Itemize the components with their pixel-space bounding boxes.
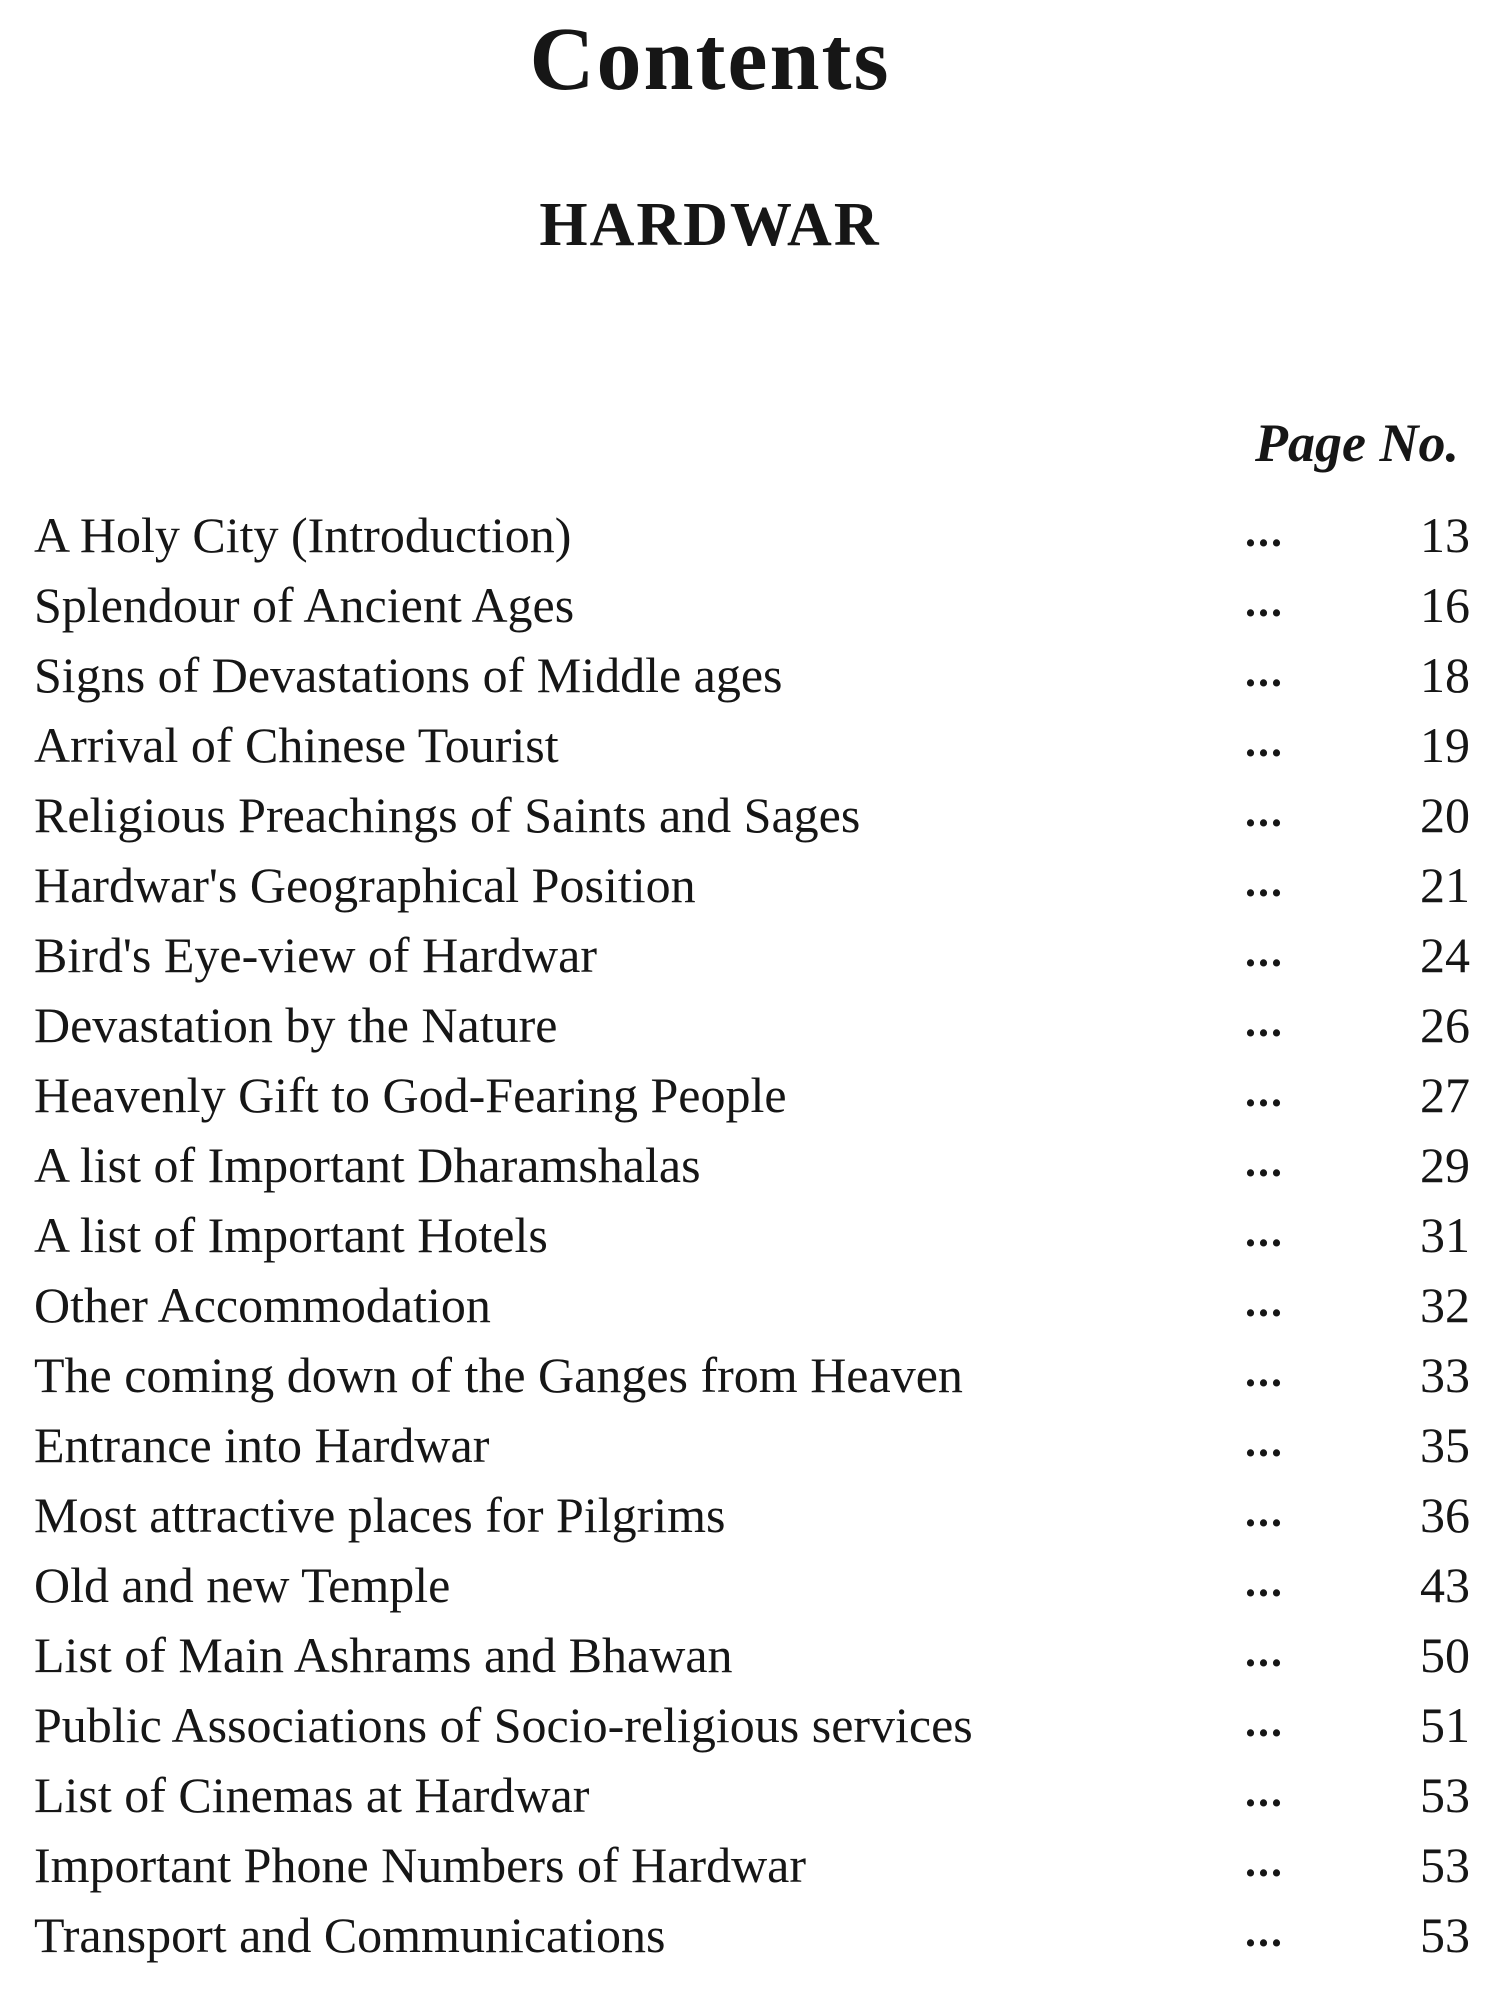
toc-entry-title: A list of Important Hotels [34,1207,548,1263]
toc-entry-page-number: 53 [1420,1767,1470,1823]
table-of-contents [0,500,1500,1970]
toc-entry-leader: ... [1245,1067,1284,1116]
toc-entry-leader: ... [1245,1627,1284,1676]
toc-entry-title: Heavenly Gift to God-Fearing People [34,1067,787,1123]
toc-entry-page-number: 50 [1420,1627,1470,1683]
toc-entry-page-number: 43 [1420,1557,1470,1613]
toc-entry-title: A Holy City (Introduction) [34,507,572,563]
toc-entry-leader: ... [1245,927,1284,976]
toc-entry[interactable] [0,850,1500,920]
toc-entry[interactable] [0,990,1500,1060]
toc-entry-page-number: 27 [1420,1067,1470,1123]
toc-entry-title: Entrance into Hardwar [34,1417,490,1473]
toc-entry-title: Transport and Communications [34,1907,666,1963]
toc-entry-leader: ... [1245,717,1284,766]
toc-entry[interactable] [0,640,1500,710]
toc-entry-page-number: 31 [1420,1207,1470,1263]
toc-entry-title: Devastation by the Nature [34,997,558,1053]
toc-entry[interactable] [0,500,1500,570]
toc-entry-title: Hardwar's Geographical Position [34,857,696,913]
toc-entry-page-number: 32 [1420,1277,1470,1333]
toc-entry[interactable] [0,920,1500,990]
toc-entry-title: Arrival of Chinese Tourist [34,717,559,773]
toc-entry[interactable] [0,710,1500,780]
toc-entry-page-number: 35 [1420,1417,1470,1473]
toc-entry[interactable] [0,1340,1500,1410]
toc-entry-title: Signs of Devastations of Middle ages [34,647,783,703]
toc-entry[interactable] [0,1130,1500,1200]
toc-entry[interactable] [0,780,1500,850]
toc-entry[interactable] [0,1690,1500,1760]
toc-entry-title: Public Associations of Socio-religious services [34,1697,973,1753]
toc-entry-leader: ... [1245,1487,1284,1536]
toc-entry[interactable] [0,1760,1500,1830]
toc-entry[interactable] [0,1060,1500,1130]
toc-entry-page-number: 51 [1420,1697,1470,1753]
toc-entry-title: Other Accommodation [34,1277,491,1333]
toc-entry-leader: ... [1245,1417,1284,1466]
toc-entry[interactable] [0,1410,1500,1480]
toc-entry-title: Old and new Temple [34,1557,451,1613]
toc-entry-leader: ... [1245,857,1284,906]
toc-entry-title: Religious Preachings of Saints and Sages [34,787,861,843]
section-title: HARDWAR [539,191,881,259]
toc-entry[interactable] [0,570,1500,640]
page-number-column-header: Page No. [1255,413,1459,473]
toc-entry-leader: ... [1245,577,1284,626]
toc-entry-leader: ... [1245,647,1284,696]
toc-entry-leader: ... [1245,1557,1284,1606]
toc-entry-page-number: 53 [1420,1837,1470,1893]
toc-entry-title: Bird's Eye-view of Hardwar [34,927,597,983]
toc-entry-leader: ... [1245,787,1284,836]
toc-entry-page-number: 16 [1420,577,1470,633]
toc-entry-title: The coming down of the Ganges from Heaven [34,1347,963,1403]
toc-entry-leader: ... [1245,1697,1284,1746]
toc-entry-page-number: 21 [1420,857,1470,913]
toc-entry-title: Important Phone Numbers of Hardwar [34,1837,807,1893]
toc-entry-page-number: 36 [1420,1487,1470,1543]
toc-entry-page-number: 29 [1420,1137,1470,1193]
toc-entry-leader: ... [1245,1137,1284,1186]
toc-entry[interactable] [0,1620,1500,1690]
toc-entry[interactable] [0,1480,1500,1550]
toc-entry[interactable] [0,1550,1500,1620]
toc-entry-title: List of Cinemas at Hardwar [34,1767,590,1823]
toc-entry-page-number: 53 [1420,1907,1470,1963]
toc-entry-title: Most attractive places for Pilgrims [34,1487,726,1543]
toc-entry[interactable] [0,1900,1500,1970]
toc-entry-page-number: 13 [1420,507,1470,563]
toc-entry-page-number: 26 [1420,997,1470,1053]
toc-entry-title: A list of Important Dharamshalas [34,1137,701,1193]
toc-entry-leader: ... [1245,1277,1284,1326]
toc-entry-page-number: 19 [1420,717,1470,773]
toc-entry-page-number: 18 [1420,647,1470,703]
toc-entry-page-number: 20 [1420,787,1470,843]
toc-entry-leader: ... [1245,1207,1284,1256]
toc-entry-leader: ... [1245,507,1284,556]
toc-entry-title: Splendour of Ancient Ages [34,577,575,633]
toc-entry-leader: ... [1245,1767,1284,1816]
toc-entry-leader: ... [1245,997,1284,1046]
toc-entry-page-number: 24 [1420,927,1470,983]
toc-entry-leader: ... [1245,1907,1284,1956]
page-title: Contents [529,10,891,109]
toc-entry[interactable] [0,1830,1500,1900]
toc-entry[interactable] [0,1270,1500,1340]
toc-entry-leader: ... [1245,1347,1284,1396]
toc-entry-page-number: 33 [1420,1347,1470,1403]
toc-entry-leader: ... [1245,1837,1284,1886]
toc-entry-title: List of Main Ashrams and Bhawan [34,1627,733,1683]
toc-entry[interactable] [0,1200,1500,1270]
